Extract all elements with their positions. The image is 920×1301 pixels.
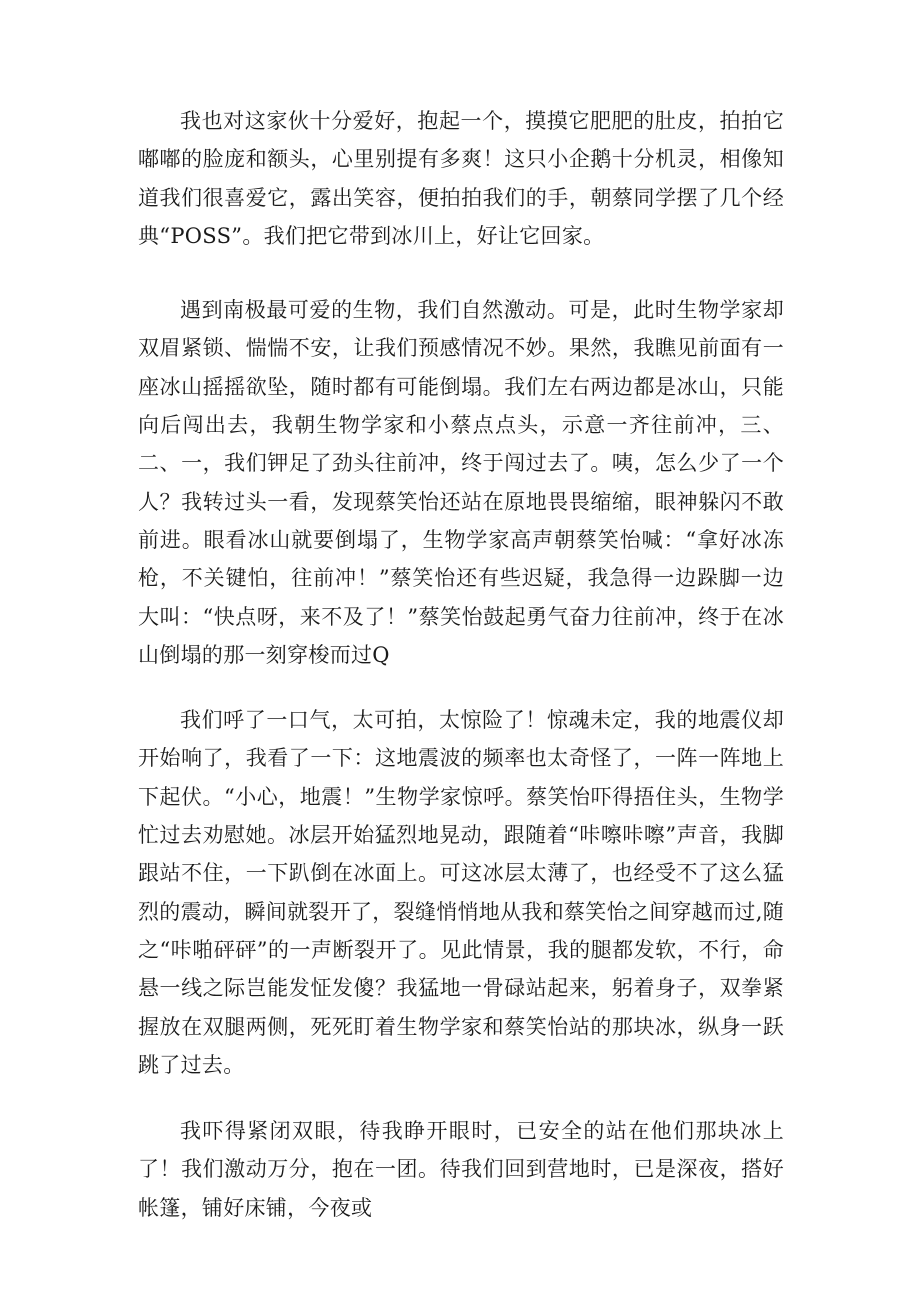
paragraph-1: 我也对这家伙十分爱好，抱起一个，摸摸它肥肥的肚皮，拍拍它嘟嘟的脸庞和额头，心里别提有多爽！这只小企鹅十分机灵，相像知道我们很喜爱它，露出笑容，便拍拍我们的手，朝蔡同学摆了几个经典“POSS”。我们把它带到冰川上，好让它回家。 bbox=[138, 109, 784, 248]
paragraph-3: 我们呼了一口气，太可拍，太惊险了！惊魂未定，我的地震仪却开始响了，我看了一下：这地震波的频率也太奇怪了，一阵一阵地上下起伏。“小心，地震！”生物学家惊呼。蔡笑怡吓得捂住头，生物学忙过去劝慰她。冰层开始猛烈地晃动，跟随着“咔嚓咔嚓”声音，我脚跟站不住，一下趴倒在冰面上。可这冰层太薄了，也经受不了这么猛烈的震动，瞬间就裂开了，裂缝悄悄地从我和蔡笑怡之间穿越而过,随之“咔啪砰砰”的一声断裂开了。见此情景，我的腿都发软，不行，命悬一线之际岂能发怔发傻？我猛地一骨碌站起来，躬着身子，双拳紧握放在双腿两侧，死死盯着生物学家和蔡笑怡站的那块冰，纵身一跃跳了过去。 bbox=[138, 708, 784, 1077]
paragraph-2: 遇到南极最可爱的生物，我们自然激动。可是，此时生物学家却双眉紧锁、惴惴不安，让我们预感情况不妙。果然，我瞧见前面有一座冰山摇摇欲坠，随时都有可能倒塌。我们左右两边都是冰山，只能向后闯出去，我朝生物学家和小蔡点点头，示意一齐往前冲，三、二、一，我们钾足了劲头往前冲，终于闯过去了。咦，怎么少了一个人？我转过头一看，发现蔡笑怡还站在原地畏畏缩缩，眼神躲闪不敢前进。眼看冰山就要倒塌了，生物学家高声朝蔡笑怡喊：“拿好冰冻枪，不关键怕，往前冲！”蔡笑怡还有些迟疑，我急得一边跺脚一边大叫：“快点呀，来不及了！”蔡笑怡鼓起勇气奋力往前冲，终于在冰山倒塌的那一刻穿梭而过Q bbox=[138, 298, 784, 667]
paragraph-4: 我吓得紧闭双眼，待我睁开眼时，已安全的站在他们那块冰上了！我们激动万分，抱在一团。待我们回到营地时，已是深夜，搭好帐篷，铺好床铺，今夜或 bbox=[138, 1119, 784, 1220]
document-page bbox=[138, 102, 784, 1227]
